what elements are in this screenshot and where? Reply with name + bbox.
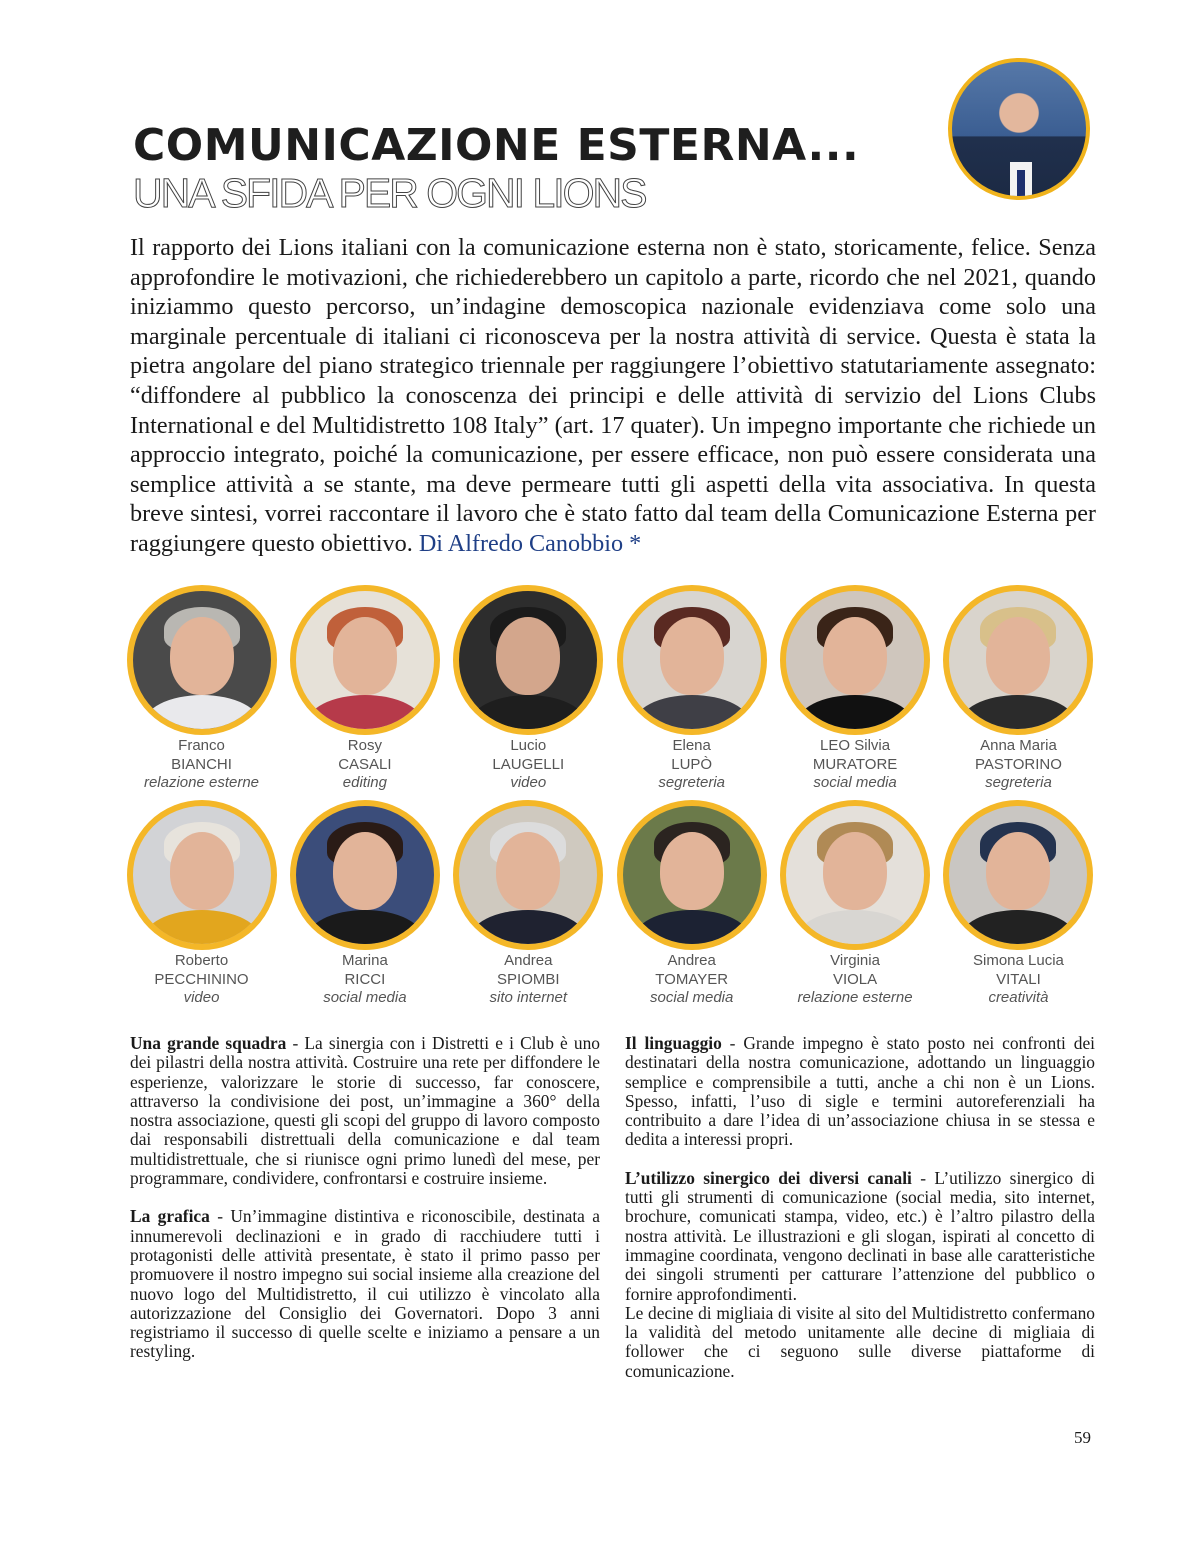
section-linguaggio bbox=[625, 1034, 1095, 1150]
portrait-photo bbox=[290, 800, 440, 950]
member-first-name: Andrea bbox=[504, 952, 553, 969]
member-first-name: Elena bbox=[672, 737, 711, 754]
intro-text: Il rapporto dei Lions italiani con la comunicazione esterna non è stato, storicamente, felice. Senza approfondire le motivazioni, che richiederebbero un capitolo a parte, ricordo che nel 2021, quando iniziammo questo percorso, un’indagine demoscopica nazionale evidenziava come solo una marginale percentuale di italiani ci riconosceva per la nostra attività di service. Questa è stata la pietra angolare del piano strategico triennale per raggiungere l’obiettivo statutariamente assegnato: “diffondere al pubblico la conoscenza dei principi e delle attività di servizio del Lions Clubs International e del Multidistretto 108 Italy” (art. 17 quater). Un impegno importante che richiede un approccio integrato, poiché la comunicazione, per essere efficace, non può essere considerata una semplice attività a se stante, ma deve permeare tutti gli aspetti della vita associativa. In questa breve sintesi, vorrei raccontare il lavoro che è stato fatto dal team della Comunicazione Esterna per raggiungere questo obiettivo. bbox=[130, 234, 1096, 557]
section-text: - L’utilizzo sinergico di tutti gli strumenti di comunicazione (social media, sito internet, brochure, comunicati stampa, video, etc.) è l’altro pilastro della nostra attività. Le illustrazioni e gli slogan, ispirati al concetto di immagine coordinata, vengono declinati in base alle caratteristiche dei singoli strumenti per catturare l’attenzione del pubblico o fornire approfondimenti. bbox=[625, 1167, 1095, 1304]
member-role: social media bbox=[323, 989, 407, 1006]
team-member bbox=[774, 585, 937, 793]
team-row-2 bbox=[120, 800, 1100, 1008]
team-member bbox=[937, 585, 1100, 793]
member-last-name: LUPÒ bbox=[671, 755, 713, 773]
member-first-name: Roberto bbox=[174, 952, 229, 969]
member-last-name: BIANCHI bbox=[171, 755, 232, 773]
portrait-photo bbox=[943, 585, 1093, 735]
member-first-name: Marina bbox=[341, 952, 388, 969]
member-last-name: RICCI bbox=[344, 970, 386, 988]
section-text: - Un’immagine distintiva e riconoscibile, destinata a innumerevoli declinazioni e in grado di racchiudere tutti i protagonisti delle attività presentate, è stato il primo passo per promuovere il nostro impegno sui social insieme alla creazione del nuovo logo del Multidistretto, il cui utilizzo è vincolato alla autorizzazione del Consiglio dei Governatori. Dopo 3 anni registriamo il successo di quelle scelte e iniziamo a pensare a un restyling. bbox=[130, 1206, 600, 1362]
member-last-name: TOMAYER bbox=[655, 970, 729, 988]
portrait-photo bbox=[617, 800, 767, 950]
section-canali bbox=[625, 1169, 1095, 1304]
section-canali-continued: Le decine di migliaia di visite al sito del Multidistretto confermano la validità del metodo unitamente alle decine di migliaia di follower che ci seguono sulle diverse piattaforme di comunicazione. bbox=[625, 1302, 1095, 1381]
team-row-1 bbox=[120, 585, 1100, 793]
member-first-name: Anna Maria bbox=[980, 737, 1057, 754]
member-first-name: Virginia bbox=[830, 952, 880, 969]
member-role: sito internet bbox=[489, 989, 568, 1006]
section-heading: Il linguaggio bbox=[625, 1033, 722, 1053]
article-title: COMUNICAZIONE ESTERNA... bbox=[133, 120, 860, 171]
member-first-name: Andrea bbox=[667, 952, 716, 969]
portrait-photo bbox=[617, 585, 767, 735]
member-first-name: Simona Lucia bbox=[973, 952, 1064, 969]
member-role: creatività bbox=[988, 989, 1049, 1006]
section-text: - Grande impegno è stato posto nei confronti dei destinatari della nostra comunicazione, adottando un linguaggio semplice e comprensibile a tutti, anche a chi non è un Lions. Spesso, infatti, l’uso di sigle e termini autoreferenziali ha contribuito a dare l’idea di un’associazione chiusa in se stessa e dedita a interessi propri. bbox=[625, 1033, 1095, 1150]
section-heading: La grafica bbox=[130, 1206, 210, 1227]
portrait-photo bbox=[453, 585, 603, 735]
section-text: - La sinergia con i Distretti e i Club è uno dei pilastri della nostra attività. Costruire una rete per diffondere le esperienze, valorizzare le storie di successo, far conoscere, attraverso la condivisione dei post, un’immagine a 360° della nostra associazione, questi gli scopi del gruppo di lavoro composto dai responsabili distrettuali della comunicazione e dal team multidistrettuale, che si riunisce ogni primo lunedì del mese, per programmare, condividere, confrontarsi e costruire insieme. bbox=[130, 1033, 601, 1189]
portrait-photo bbox=[453, 800, 603, 950]
member-role: video bbox=[510, 774, 547, 791]
author-byline: Di Alfredo Canobbio * bbox=[418, 529, 642, 557]
member-last-name: VITALI bbox=[996, 970, 1041, 988]
team-member bbox=[610, 585, 773, 793]
portrait-photo bbox=[943, 800, 1093, 950]
member-role: relazione esterne bbox=[143, 774, 260, 791]
team-member bbox=[447, 800, 610, 1008]
left-column bbox=[130, 1034, 600, 1381]
article-subtitle: UNA SFIDA PER OGNI LIONS bbox=[133, 170, 646, 216]
author-photo bbox=[948, 58, 1090, 200]
intro-paragraph bbox=[130, 233, 1096, 559]
member-first-name: Franco bbox=[178, 737, 225, 754]
portrait-photo bbox=[780, 585, 930, 735]
member-last-name: VIOLA bbox=[832, 970, 878, 988]
section-heading: L’utilizzo sinergico dei diversi canali bbox=[625, 1167, 912, 1188]
member-last-name: SPIOMBI bbox=[497, 970, 560, 988]
portrait-photo bbox=[127, 585, 277, 735]
member-last-name: MURATORE bbox=[812, 755, 898, 773]
team-member bbox=[283, 800, 446, 1008]
member-last-name: CASALI bbox=[338, 755, 392, 773]
team-member bbox=[774, 800, 937, 1008]
portrait-photo bbox=[780, 800, 930, 950]
portrait-photo bbox=[127, 800, 277, 950]
member-role: video bbox=[183, 989, 220, 1006]
team-member bbox=[120, 585, 283, 793]
member-first-name: LEO Silvia bbox=[820, 737, 891, 754]
page-number: 59 bbox=[1074, 1428, 1091, 1447]
team-member bbox=[120, 800, 283, 1008]
team-member bbox=[447, 585, 610, 793]
section-squadra bbox=[130, 1034, 600, 1188]
team-member bbox=[283, 585, 446, 793]
member-first-name: Rosy bbox=[347, 737, 382, 754]
member-role: segreteria bbox=[658, 774, 726, 791]
right-column bbox=[625, 1034, 1095, 1400]
member-role: social media bbox=[649, 989, 734, 1006]
section-grafica bbox=[130, 1207, 600, 1361]
member-last-name: LAUGELLI bbox=[492, 755, 565, 773]
member-role: editing bbox=[342, 774, 387, 791]
member-role: relazione esterne bbox=[797, 989, 913, 1006]
section-heading: Una grande squadra bbox=[130, 1033, 287, 1053]
member-last-name: PECCHININO bbox=[154, 970, 249, 988]
member-role: social media bbox=[813, 774, 897, 791]
member-first-name: Lucio bbox=[510, 737, 547, 754]
team-member bbox=[610, 800, 773, 1008]
member-role: segreteria bbox=[985, 774, 1052, 791]
member-last-name: PASTORINO bbox=[974, 755, 1062, 773]
team-member bbox=[937, 800, 1100, 1008]
portrait-photo bbox=[290, 585, 440, 735]
